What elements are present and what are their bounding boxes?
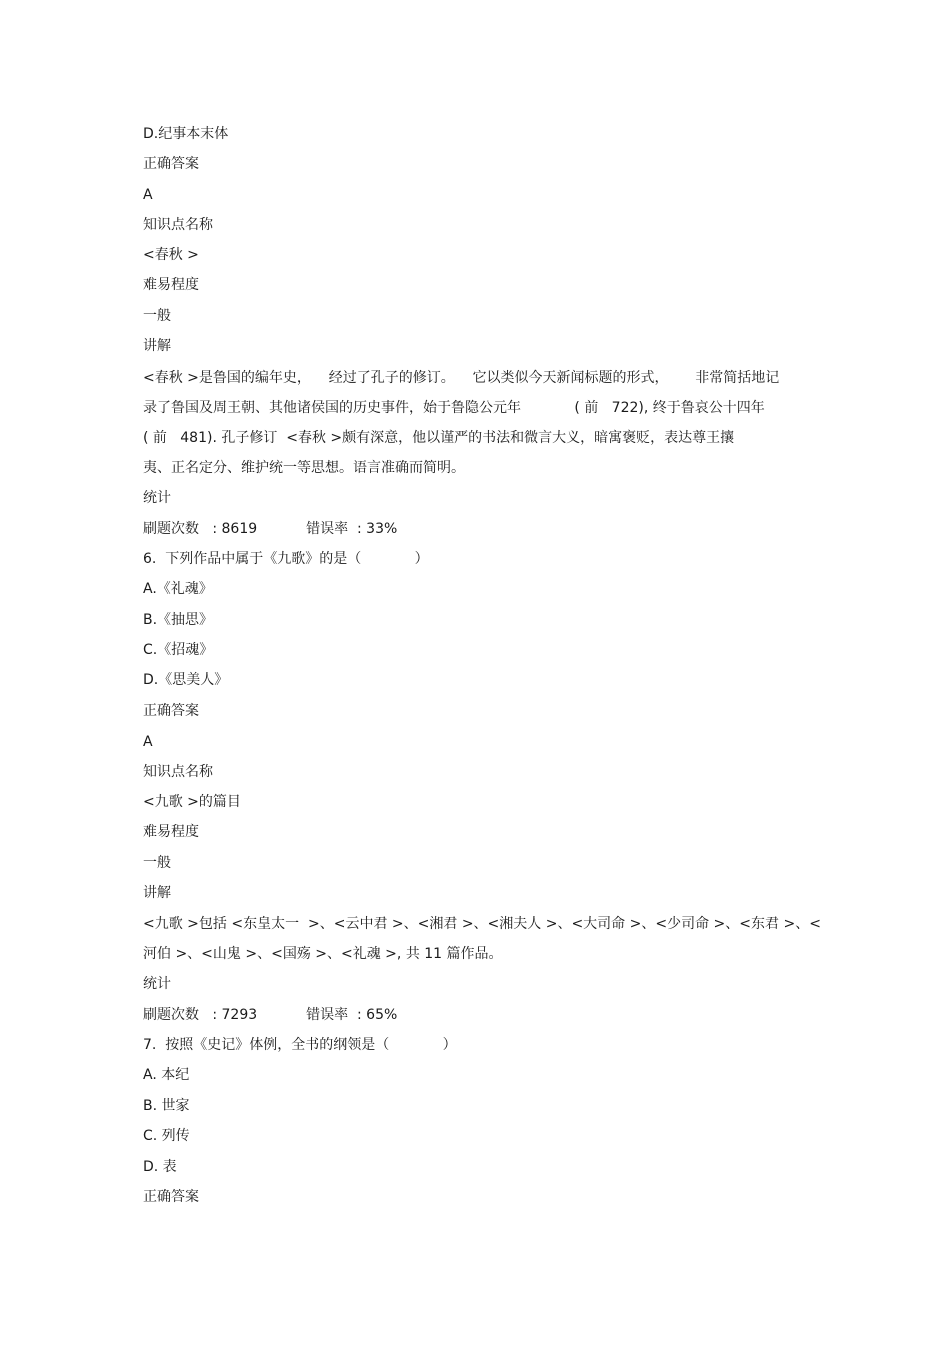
q5-stats: 刷题次数 : 8619 错误率 : 33% bbox=[143, 521, 398, 537]
q5-explain-label: 讲解 bbox=[143, 338, 171, 354]
q5-answer-label: 正确答案 bbox=[143, 156, 199, 172]
q6-explain-label: 讲解 bbox=[143, 885, 171, 901]
q5-explain-line: <春秋 >是鲁国的编年史， 经过了孔子的修订。 它以类似今天新闻标题的形式， 非常简括地记 bbox=[143, 370, 780, 386]
q6-explain-line: 河伯 >、<山鬼 >、<国殇 >、<礼魂 >, 共 11 篇作品。 bbox=[143, 946, 503, 962]
q6-option-a: A.《礼魂》 bbox=[143, 581, 213, 597]
q6-stats: 刷题次数 : 7293 错误率 : 65% bbox=[143, 1007, 398, 1023]
q6-stats-label: 统计 bbox=[143, 976, 171, 992]
q5-stats-label: 统计 bbox=[143, 490, 171, 506]
q6-answer-label: 正确答案 bbox=[143, 703, 199, 719]
q6-option-c: C.《招魂》 bbox=[143, 642, 214, 658]
q7-option-a: A. 本纪 bbox=[143, 1067, 190, 1083]
q7-option-c: C. 列传 bbox=[143, 1128, 190, 1144]
q6-explain-line: <九歌 >包括 <东皇太一 >、<云中君 >、<湘君 >、<湘夫人 >、<大司命 >、<少司命 >、<东君 >、< bbox=[143, 916, 821, 932]
q7-option-b: B. 世家 bbox=[143, 1098, 190, 1114]
q6-option-d: D.《思美人》 bbox=[143, 672, 229, 688]
q5-option-d: D.纪事本末体 bbox=[143, 126, 229, 142]
q5-kp-label: 知识点名称 bbox=[143, 217, 213, 233]
q7-answer-label: 正确答案 bbox=[143, 1189, 199, 1205]
q5-explain-line: 录了鲁国及周王朝、其他诸侯国的历史事件，始于鲁隐公元年 ( 前 722), 终于鲁哀公十四年 bbox=[143, 400, 765, 416]
q5-explain-line: ( 前 481). 孔子修订 <春秋 >颇有深意，他以谨严的书法和微言大义，暗寓褒贬，表达尊王攘 bbox=[143, 430, 735, 446]
q6-option-b: B.《抽思》 bbox=[143, 612, 214, 628]
q7-question: 7. 按照《史记》体例，全书的纲领是（ ） bbox=[143, 1037, 457, 1053]
q7-option-d: D. 表 bbox=[143, 1159, 177, 1175]
q5-difficulty-label: 难易程度 bbox=[143, 277, 199, 293]
q6-question: 6. 下列作品中属于《九歌》的是（ ） bbox=[143, 551, 429, 567]
q5-kp: <春秋 > bbox=[143, 247, 199, 263]
q6-difficulty: 一般 bbox=[143, 855, 171, 871]
q6-kp: <九歌 >的篇目 bbox=[143, 794, 241, 810]
q6-kp-label: 知识点名称 bbox=[143, 764, 213, 780]
q5-difficulty: 一般 bbox=[143, 308, 171, 324]
q5-answer: A bbox=[143, 187, 153, 203]
q6-answer: A bbox=[143, 734, 153, 750]
q6-difficulty-label: 难易程度 bbox=[143, 824, 199, 840]
q5-explain-line: 夷、正名定分、维护统一等思想。语言准确而简明。 bbox=[143, 460, 465, 476]
